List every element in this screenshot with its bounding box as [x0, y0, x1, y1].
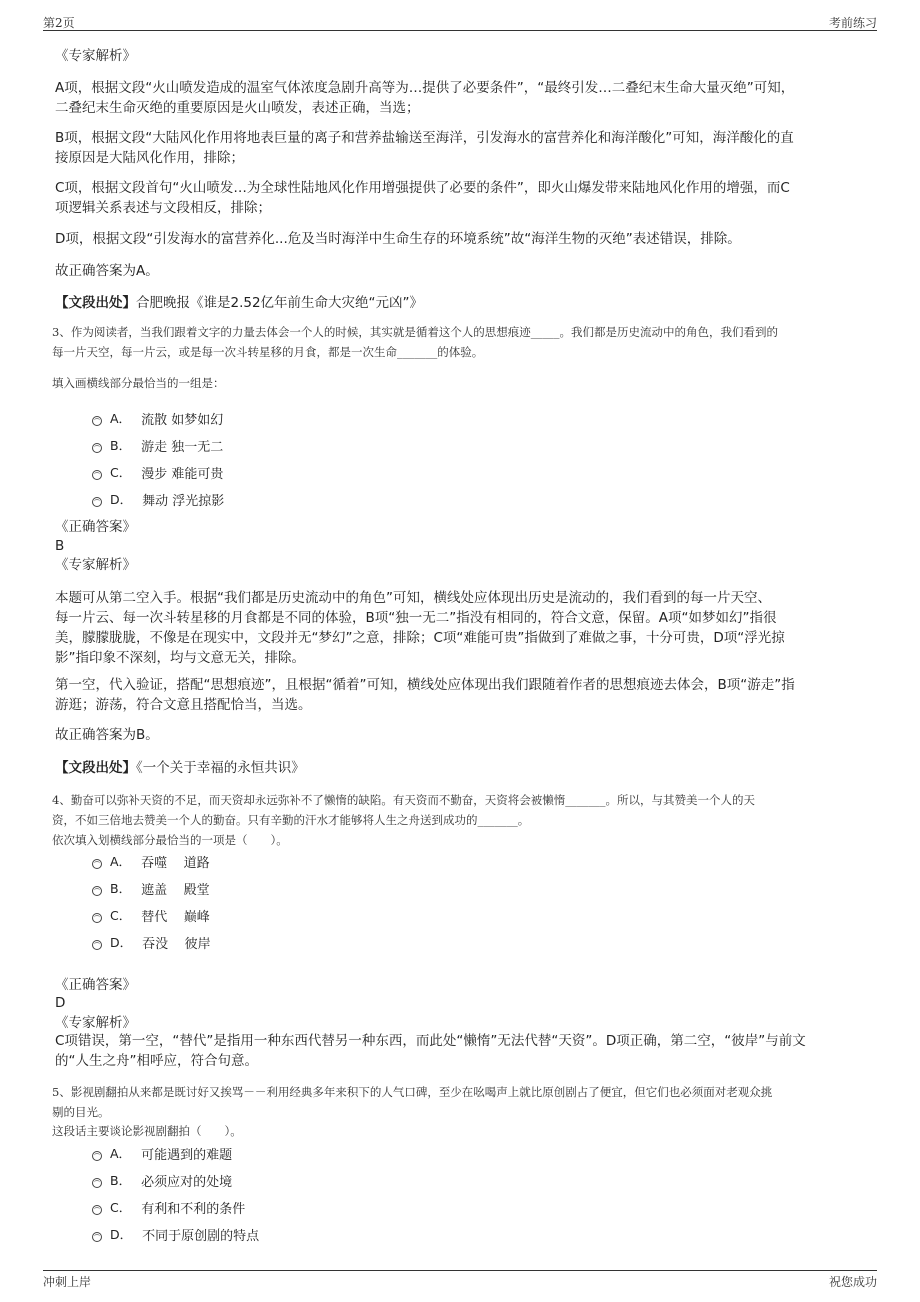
q4-correct-answer: D: [55, 995, 66, 1011]
q4-expert-label: 《专家解析》: [55, 1015, 136, 1031]
q4-correct-label: 《正确答案》: [55, 977, 136, 993]
q3-expert-label: 《专家解析》: [55, 557, 136, 573]
q5-option-b[interactable]: B． 必须应对的处境: [92, 1170, 232, 1190]
q3-correct-label: 《正确答案》: [55, 519, 136, 535]
q2-analysis-b: B项，根据文段“大陆风化作用将地表巨量的离子和营养盐输送至海洋，引发海水的富营养化和海洋酸化”可知，海洋酸化的直 接原因是大陆风化作用，排除；: [55, 130, 794, 166]
radio-icon[interactable]: [92, 470, 102, 480]
page-number: 第2页: [43, 16, 75, 30]
q4-option-a[interactable]: A． 吞噬 道路: [92, 851, 210, 871]
source-text: 《一个关于幸福的永恒共识》: [136, 760, 305, 776]
q3-prompt: 填入画横线部分最恰当的一组是：: [52, 376, 225, 390]
radio-icon[interactable]: [92, 913, 102, 923]
q2-conclusion: 故正确答案为A。: [55, 263, 159, 279]
footer-left: 冲刺上岸: [43, 1275, 92, 1289]
radio-icon[interactable]: [92, 1205, 102, 1215]
q3-option-a[interactable]: A． 流散 如梦如幻: [92, 408, 223, 428]
q5-option-a[interactable]: A． 可能遇到的难题: [92, 1143, 232, 1163]
radio-icon[interactable]: [92, 1151, 102, 1161]
q4-analysis: C项错误，第一空，“替代”是指用一种东西代替另一种东西，而此处“懒惰”无法代替“天资”。D项正确，第二空，“彼岸”与前文 的“人生之舟”相呼应，符合句意。: [55, 1033, 806, 1069]
radio-icon[interactable]: [92, 497, 102, 507]
radio-icon[interactable]: [92, 886, 102, 896]
q5-option-d[interactable]: D． 不同于原创剧的特点: [92, 1224, 259, 1244]
source-tag: 【文段出处】: [55, 760, 136, 776]
source-tag: 【文段出处】: [55, 295, 136, 311]
q5-option-c[interactable]: C． 有利和不利的条件: [92, 1197, 245, 1217]
q2-analysis-d: D项，根据文段“引发海水的富营养化...危及当时海洋中生命生存的环境系统”故“海洋生物的灭绝”表述错误，排除。: [55, 231, 741, 247]
page-footer: [43, 1270, 877, 1291]
q3-option-c[interactable]: C． 漫步 难能可贵: [92, 462, 223, 482]
radio-icon[interactable]: [92, 416, 102, 426]
q4-prompt: 依次填入划横线部分最恰当的一项是（ ）。: [52, 833, 288, 847]
q3-conclusion: 故正确答案为B。: [55, 727, 159, 743]
q3-analysis-1: 本题可从第二空入手。根据“我们都是历史流动中的角色”可知，横线处应体现出历史是流动的，我们看到的每一片天空、 每一片云、每一次斗转星移的月食都是不同的体验，B项“独一无二”指没有相同的，符合文意，保留。A项“如梦如幻”指很 美，朦朦胧胧，不像是在现实中，文段并无“梦幻”之意，排除；C项“难能可贵”指做到了难做之事，十分可贵，D项“浮光掠 影”指印象不深刻，均与文意无关，排除。: [55, 590, 785, 666]
q2-analysis-a: A项，根据文段“火山喷发造成的温室气体浓度急剧升高等为…提供了必要条件”，“最终引发…二叠纪末生命大量灭绝”可知， 二叠纪末生命灭绝的重要原因是火山喷发，表述正确，当选；: [55, 80, 795, 116]
q5-stem: 5、影视剧翻拍从来都是既讨好又挨骂－－利用经典多年来积下的人气口碑，至少在吆喝声上就比原创剧占了便宜，但它们也必须面对老观众挑 剔的目光。: [52, 1085, 773, 1119]
page-header: [43, 12, 877, 31]
q4-option-b[interactable]: B． 遮盖 殿堂: [92, 878, 210, 898]
q3-stem: 3、作为阅读者，当我们跟着文字的力量去体会一个人的时候，其实就是循着这个人的思想痕迹_____。我们都是历史流动中的角色，我们看到的 每一片天空，每一片云，或是每一次斗转星移的月食，都是一次生命_______的体验。: [52, 325, 779, 359]
q4-option-d[interactable]: D． 吞没 彼岸: [92, 932, 211, 952]
header-title: 考前练习: [828, 16, 877, 30]
radio-icon[interactable]: [92, 443, 102, 453]
radio-icon[interactable]: [92, 1178, 102, 1188]
q4-option-c[interactable]: C． 替代 巅峰: [92, 905, 210, 925]
source-text: 合肥晚报《谁是2.52亿年前生命大灾绝“元凶”》: [136, 295, 424, 311]
q4-stem: 4、勤奋可以弥补天资的不足，而天资却永远弥补不了懒惰的缺陷。有天资而不勤奋，天资将会被懒惰_______。所以，与其赞美一个人的天 资，不如三倍地去赞美一个人的勤奋。只有辛勤的汗水才能够将人生之舟送到成功的_______。: [52, 793, 756, 827]
q3-correct-answer: B: [55, 538, 65, 554]
q3-option-b[interactable]: B． 游走 独一无二: [92, 435, 223, 455]
q2-source: [55, 293, 867, 313]
radio-icon[interactable]: [92, 1232, 102, 1242]
q3-analysis-2: 第一空，代入验证，搭配“思想痕迹”，且根据“循着”可知，横线处应体现出我们跟随着作者的思想痕迹去体会，B项“游走”指 游逛；游荡，符合文意且搭配恰当，当选。: [55, 677, 795, 713]
q5-prompt: 这段话主要谈论影视剧翻拍（ ）。: [52, 1124, 242, 1138]
footer-right: 祝您成功: [828, 1275, 877, 1289]
q3-source: [55, 758, 867, 778]
radio-icon[interactable]: [92, 859, 102, 869]
radio-icon[interactable]: [92, 940, 102, 950]
q2-analysis-c: C项，根据文段首句“火山喷发…为全球性陆地风化作用增强提供了必要的条件”，即火山爆发带来陆地风化作用的增强，而C 项逻辑关系表述与文段相反，排除；: [55, 180, 790, 216]
q3-option-d[interactable]: D． 舞动 浮光掠影: [92, 489, 224, 509]
q2-expert-label: 《专家解析》: [55, 48, 136, 64]
